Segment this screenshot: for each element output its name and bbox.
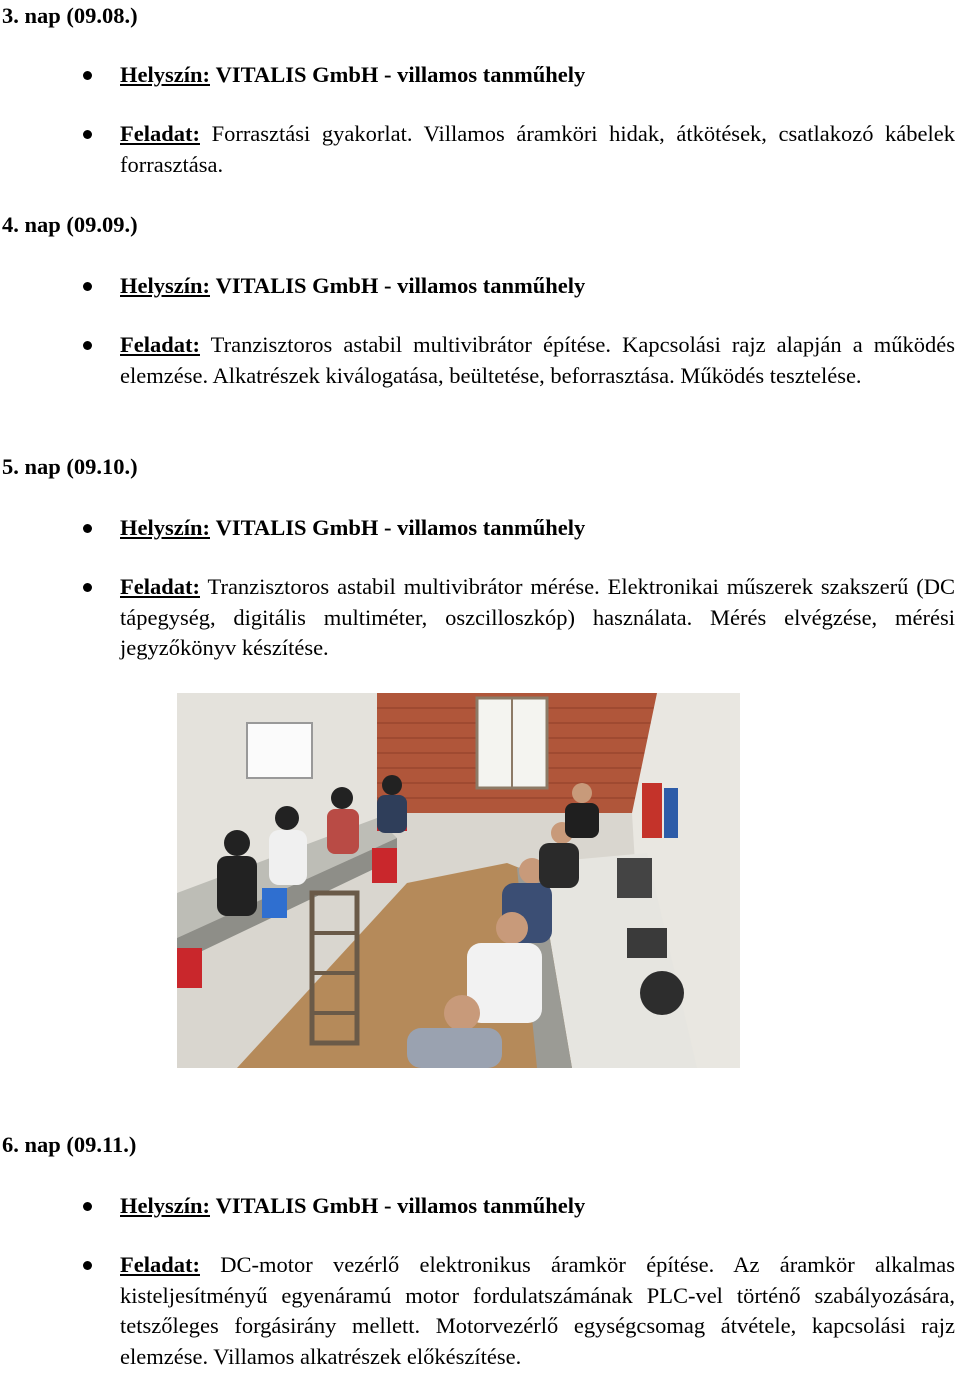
task-label: Feladat: (120, 574, 200, 599)
bullet-icon (83, 583, 92, 592)
day-heading: 5. nap (09.10.) (2, 454, 138, 479)
workshop-photo-illustration (177, 693, 740, 1068)
workshop-photo (177, 693, 740, 1068)
location-label: Helyszín: (120, 1193, 210, 1218)
location-line (120, 513, 955, 544)
location-line (120, 1191, 955, 1222)
task-text: Forrasztási gyakorlat. Villamos áramköri hidak, átkötések, csatlakozó kábelek forrasztása. (120, 121, 955, 177)
task-line (120, 1250, 955, 1372)
bullet-icon (83, 71, 92, 80)
bullet-icon (83, 130, 92, 139)
location-label: Helyszín: (120, 515, 210, 540)
day-heading: 3. nap (09.08.) (2, 3, 138, 28)
location-text: VITALIS GmbH - villamos tanműhely (215, 1193, 586, 1218)
bullet-icon (83, 524, 92, 533)
bullet-icon (83, 341, 92, 350)
task-text: DC-motor vezérlő elektronikus áramkör építése. Az áramkör alkalmas kisteljesítményű egyenáramú motor fordulatszámának PLC-vel történő szabályozására, tetszőleges forgásirány mellett. Motorvezérlő egységcsomag átvétele, kapcsolási rajz elemzése. Villamos alkatrészek előkészítése. (120, 1252, 955, 1369)
location-line (120, 60, 955, 91)
task-label: Feladat: (120, 332, 200, 357)
day-heading: 6. nap (09.11.) (2, 1132, 137, 1157)
location-text: VITALIS GmbH - villamos tanműhely (215, 62, 586, 87)
task-text: Tranzisztoros astabil multivibrátor mérése. Elektronikai műszerek szakszerű (DC tápegység, digitális multiméter, oszcilloszkóp) használata. Mérés elvégzése, mérési jegyzőkönyv készítése. (120, 574, 955, 660)
location-label: Helyszín: (120, 273, 210, 298)
location-label: Helyszín: (120, 62, 210, 87)
task-line (120, 330, 955, 391)
task-label: Feladat: (120, 121, 200, 146)
location-text: VITALIS GmbH - villamos tanműhely (215, 515, 586, 540)
bullet-icon (83, 282, 92, 291)
location-line (120, 271, 955, 302)
task-label: Feladat: (120, 1252, 200, 1277)
task-line (120, 572, 955, 664)
task-text: Tranzisztoros astabil multivibrátor építése. Kapcsolási rajz alapján a működés elemzése. Alkatrészek kiválogatása, beültetése, beforrasztása. Működés tesztelése. (120, 332, 955, 388)
location-text: VITALIS GmbH - villamos tanműhely (215, 273, 586, 298)
bullet-icon (83, 1261, 92, 1270)
task-line (120, 119, 955, 180)
bullet-icon (83, 1202, 92, 1211)
day-heading: 4. nap (09.09.) (2, 212, 138, 237)
